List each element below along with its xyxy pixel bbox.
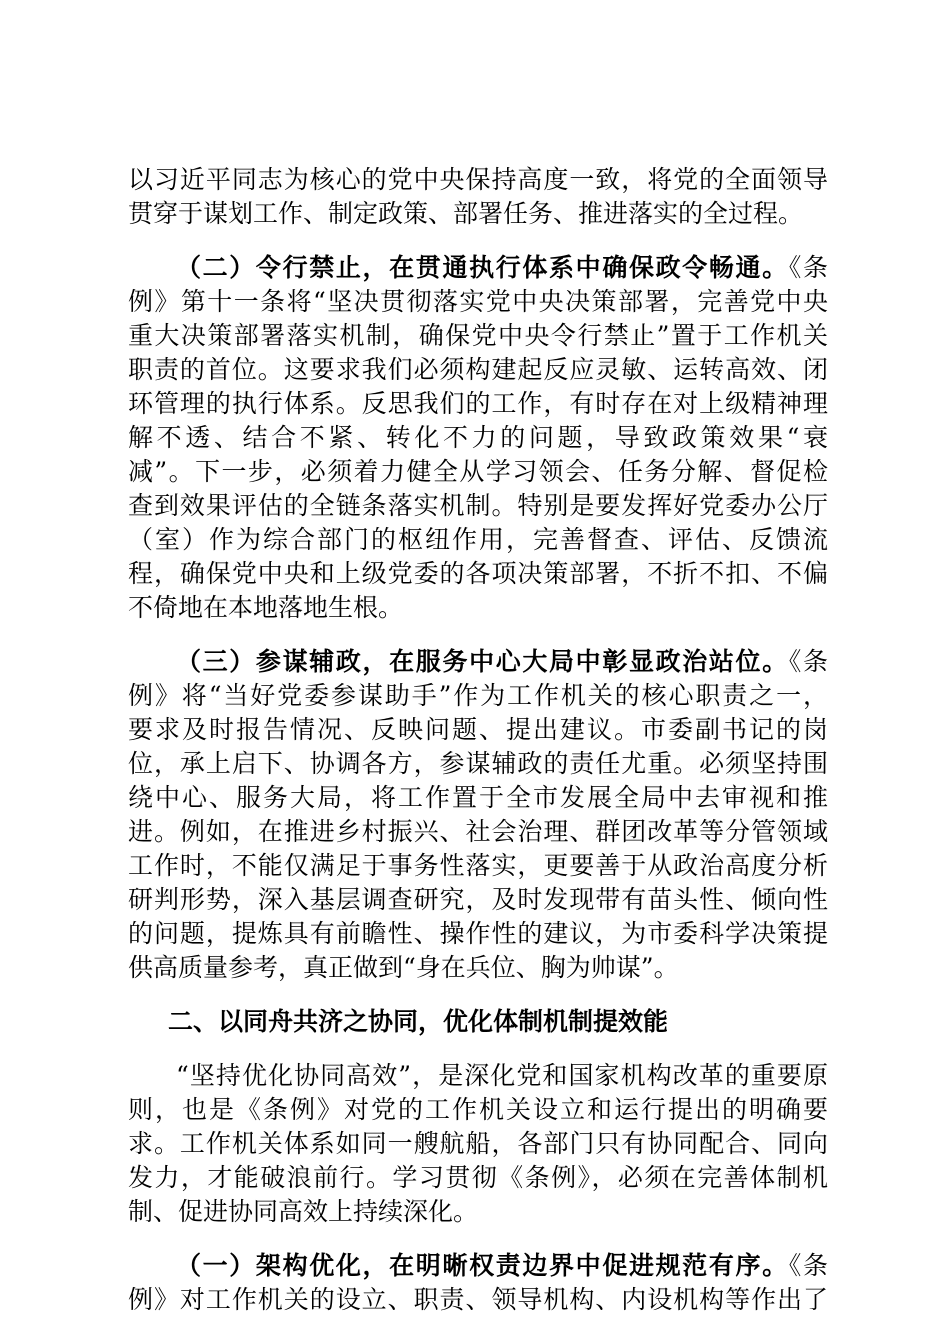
text-line: 研判形势，深入基层调查研究，及时发现带有苗头性、倾向性 (128, 885, 828, 914)
text-line: 解不透、结合不紧、转化不力的问题，导致政策效果“衰 (128, 423, 828, 452)
paragraph (128, 251, 828, 625)
text-line: 的问题，提炼具有前瞻性、操作性的建议，为市委科学决策提 (128, 919, 828, 948)
text-line: 供高质量参考，真正做到“身在兵位、胸为帅谋”。 (128, 953, 679, 982)
paragraph (128, 1249, 828, 1317)
text-line: 贯穿于谋划工作、制定政策、部署任务、推进落实的全过程。 (128, 199, 804, 228)
text-line: 例》将“当好党委参谋助手”作为工作机关的核心职责之一， (128, 681, 828, 710)
text-run: 《条 (788, 1251, 828, 1280)
paragraph-first-line: “坚持优化协同高效”，是深化党和国家机构改革的重要原 (176, 1061, 828, 1090)
text-line: 例》第十一条将“坚决贯彻落实党中央决策部署，完善党中央 (128, 287, 828, 316)
text-line: 减”。下一步，必须着力健全从学习领会、任务分解、督促检 (128, 457, 828, 486)
text-line: 查到效果评估的全链条落实机制。特别是要发挥好党委办公厅 (128, 491, 828, 520)
text-line: 进。例如，在推进乡村振兴、社会治理、群团改革等分管领域 (128, 817, 828, 846)
text-line: 职责的首位。这要求我们必须构建起反应灵敏、运转高效、闭 (128, 355, 828, 384)
text-line: （室）作为综合部门的枢纽作用，完善督查、评估、反馈流 (128, 525, 828, 554)
text-run: 《条 (788, 253, 828, 282)
paragraph-first-line (128, 645, 828, 679)
section-heading: 二、以同舟共济之协同，优化体制机制提效能 (168, 1007, 669, 1036)
text-line: 绕中心、服务大局，将工作置于全市发展全局中去审视和推 (128, 783, 828, 812)
document-page (128, 163, 828, 1317)
text-line: 发力，才能破浪前行。学习贯彻《条例》，必须在完善体制机 (128, 1163, 828, 1192)
paragraph (128, 645, 828, 985)
text-line: 例》对工作机关的设立、职责、领导机构、内设机构等作出了 (128, 1285, 828, 1314)
text-line: 以习近平同志为核心的党中央保持高度一致，将党的全面领导 (128, 165, 828, 194)
section-lead: （三）参谋辅政，在服务中心大局中彰显政治站位。 (176, 647, 789, 676)
text-line: 不倚地在本地落地生根。 (128, 593, 404, 622)
text-line: 环管理的执行体系。反思我们的工作，有时存在对上级精神理 (128, 389, 828, 418)
text-line: 制、促进协同高效上持续深化。 (128, 1197, 479, 1226)
section-lead: （二）令行禁止，在贯通执行体系中确保政令畅通。 (176, 253, 789, 282)
text-line: 重大决策部署落实机制，确保党中央令行禁止”置于工作机关 (128, 321, 828, 350)
text-line: 求。工作机关体系如同一艘航船，各部门只有协同配合、同向 (128, 1129, 828, 1158)
text-line: 要求及时报告情况、反映问题、提出建议。市委副书记的岗 (128, 715, 828, 744)
paragraph (128, 163, 828, 231)
text-line: 工作时，不能仅满足于事务性落实，更要善于从政治高度分析 (128, 851, 828, 880)
text-line: 位，承上启下、协调各方，参谋辅政的责任尤重。必须坚持围 (128, 749, 828, 778)
paragraph (128, 1059, 828, 1229)
text-run: 《条 (788, 647, 828, 676)
text-line: 程，确保党中央和上级党委的各项决策部署，不折不扣、不偏 (128, 559, 828, 588)
paragraph-first-line (128, 1249, 828, 1283)
section-lead: （一）架构优化，在明晰权责边界中促进规范有序。 (176, 1251, 789, 1280)
paragraph-first-line (128, 251, 828, 285)
text-line: 则，也是《条例》对党的工作机关设立和运行提出的明确要 (128, 1095, 828, 1124)
